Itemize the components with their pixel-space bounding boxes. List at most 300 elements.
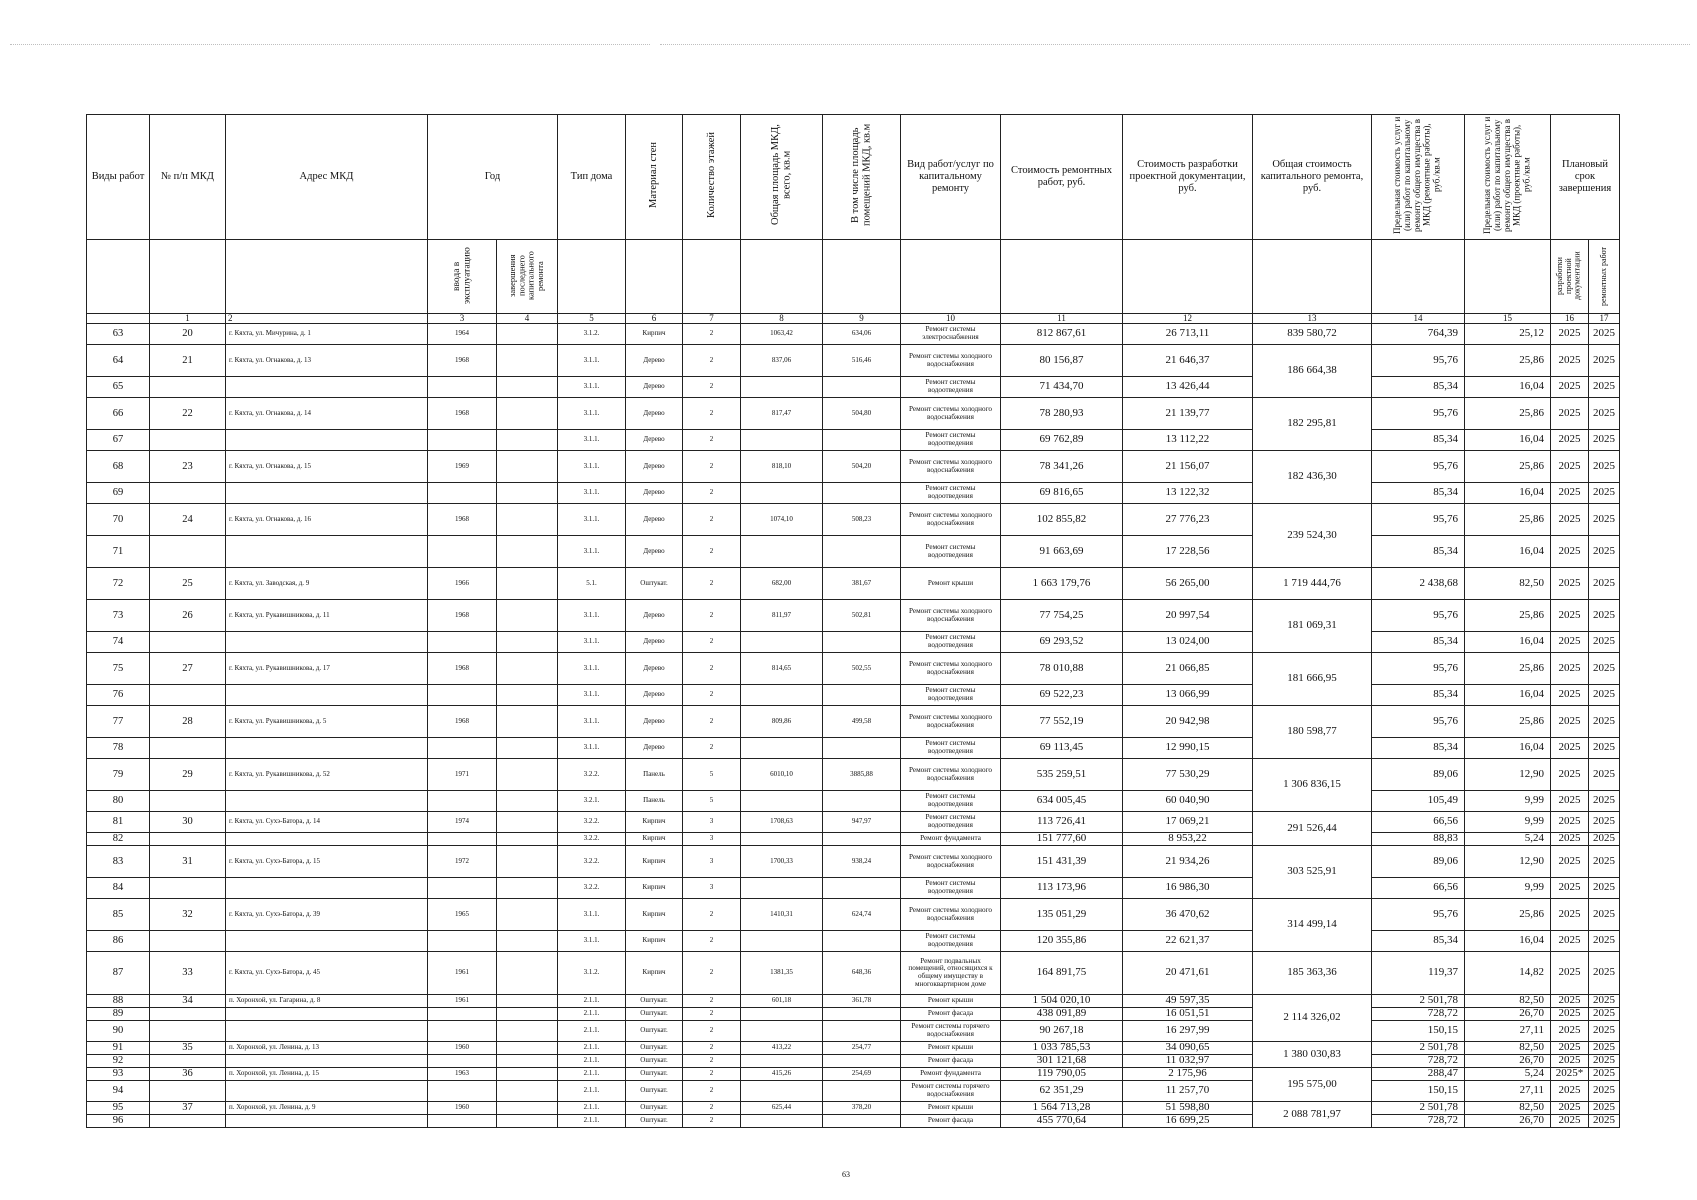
cell-address: г. Кяхта, ул. Рукавишникова, д. 5 (226, 706, 428, 738)
table-row (87, 653, 1620, 685)
cell-deadline-design: 2025 (1551, 1055, 1589, 1068)
cell-total-cost: 291 526,44 (1253, 812, 1372, 846)
column-number: 10 (901, 314, 1001, 324)
cell-repair-cost: 301 121,68 (1001, 1055, 1123, 1068)
cell-wall-material: Кирпич (626, 324, 683, 345)
cell-house-type: 2.1.1. (558, 1081, 626, 1102)
cell-floors: 2 (683, 1021, 741, 1042)
cell-limit-repair: 150,15 (1372, 1021, 1465, 1042)
cell-floors: 2 (683, 1008, 741, 1021)
cell-design-cost: 2 175,96 (1123, 1068, 1253, 1081)
table-row (87, 952, 1620, 995)
cell-repair-cost: 151 431,39 (1001, 846, 1123, 878)
cell-deadline-repair: 2025 (1589, 952, 1620, 995)
header-address: Адрес МКД (226, 115, 428, 240)
cell-design-cost: 51 598,80 (1123, 1102, 1253, 1115)
cell-house-type: 3.2.2. (558, 878, 626, 899)
cell-repair-cost: 77 552,19 (1001, 706, 1123, 738)
cell-year-last-repair (497, 504, 558, 536)
table-row (87, 899, 1620, 931)
cell-address (226, 483, 428, 504)
cell-limit-repair: 2 501,78 (1372, 995, 1465, 1008)
cell-premises-area (823, 483, 901, 504)
cell-total-area: 682,00 (741, 568, 823, 600)
cell-deadline-repair: 2025 (1589, 846, 1620, 878)
cell-row-number: 66 (87, 398, 150, 430)
cell-total-area: 837,06 (741, 345, 823, 377)
cell-total-area (741, 483, 823, 504)
cell-repair-cost: 438 091,89 (1001, 1008, 1123, 1021)
cell-total-cost: 180 598,77 (1253, 706, 1372, 759)
cell-deadline-repair: 2025 (1589, 1081, 1620, 1102)
cell-repair-cost: 69 293,52 (1001, 632, 1123, 653)
column-number: 16 (1551, 314, 1589, 324)
cell-design-cost: 20 942,98 (1123, 706, 1253, 738)
cell-total-area: 817,47 (741, 398, 823, 430)
header-total-cost: Общая стоимость капитального ремонта, руб. (1253, 115, 1372, 240)
cell-floors: 2 (683, 504, 741, 536)
cell-mkd-number: 31 (150, 846, 226, 878)
cell-house-type: 3.2.2. (558, 812, 626, 833)
cell-deadline-repair: 2025 (1589, 377, 1620, 398)
cell-mkd-number (150, 833, 226, 846)
cell-floors: 3 (683, 878, 741, 899)
cell-address: п. Хоронхой, ул. Ленина, д. 9 (226, 1102, 428, 1115)
cell-year-last-repair (497, 952, 558, 995)
cell-total-area (741, 1115, 823, 1128)
cell-design-cost: 16 986,30 (1123, 878, 1253, 899)
cell-total-cost: 1 306 836,15 (1253, 759, 1372, 812)
cell-design-cost: 11 257,70 (1123, 1081, 1253, 1102)
cell-address: п. Хоронхой, ул. Ленина, д. 13 (226, 1042, 428, 1055)
cell-year-commission (428, 430, 497, 451)
cell-wall-material: Дерево (626, 504, 683, 536)
cell-row-number: 63 (87, 324, 150, 345)
header-work-type: Вид работ/услуг по капитальному ремонту (901, 115, 1001, 240)
cell-floors: 2 (683, 324, 741, 345)
cell-house-type: 3.1.1. (558, 398, 626, 430)
cell-address: г. Кяхта, ул. Сухэ-Батора, д. 45 (226, 952, 428, 995)
cell-year-commission: 1966 (428, 568, 497, 600)
cell-repair-cost: 69 113,45 (1001, 738, 1123, 759)
cell-address (226, 536, 428, 568)
cell-house-type: 2.1.1. (558, 1102, 626, 1115)
cell-limit-repair: 85,34 (1372, 377, 1465, 398)
cell-limit-design: 16,04 (1465, 738, 1551, 759)
cell-year-last-repair (497, 1021, 558, 1042)
cell-total-area: 1074,10 (741, 504, 823, 536)
cell-mkd-number: 23 (150, 451, 226, 483)
cell-address (226, 878, 428, 899)
cell-work-type: Ремонт крыши (901, 1102, 1001, 1115)
table-row (87, 398, 1620, 430)
cell-floors: 2 (683, 536, 741, 568)
cell-premises-area: 504,80 (823, 398, 901, 430)
table-row (87, 1008, 1620, 1021)
cell-floors: 3 (683, 846, 741, 878)
cell-deadline-design: 2025 (1551, 324, 1589, 345)
cell-design-cost: 21 156,07 (1123, 451, 1253, 483)
cell-deadline-repair: 2025 (1589, 931, 1620, 952)
cell-address: г. Кяхта, ул. Огнакова, д. 14 (226, 398, 428, 430)
cell-year-last-repair (497, 738, 558, 759)
cell-year-last-repair (497, 451, 558, 483)
cell-wall-material: Оштукат. (626, 1055, 683, 1068)
cell-year-last-repair (497, 812, 558, 833)
cell-deadline-design: 2025 (1551, 846, 1589, 878)
cell-total-area (741, 632, 823, 653)
header-year: Год (428, 115, 558, 240)
cell-year-last-repair (497, 1102, 558, 1115)
cell-design-cost: 16 699,25 (1123, 1115, 1253, 1128)
cell-row-number: 82 (87, 833, 150, 846)
cell-deadline-design: 2025 (1551, 1102, 1589, 1115)
column-number: 4 (497, 314, 558, 324)
cell-premises-area (823, 632, 901, 653)
column-number (87, 314, 150, 324)
cell-design-cost: 21 066,85 (1123, 653, 1253, 685)
cell-work-type: Ремонт системы горячего водоснабжения (901, 1021, 1001, 1042)
cell-wall-material: Кирпич (626, 899, 683, 931)
cell-work-type: Ремонт системы водоотведения (901, 377, 1001, 398)
cell-house-type: 3.1.1. (558, 451, 626, 483)
cell-row-number: 83 (87, 846, 150, 878)
cell-limit-repair: 89,06 (1372, 846, 1465, 878)
cell-design-cost: 60 040,90 (1123, 791, 1253, 812)
table-row (87, 931, 1620, 952)
cell-limit-repair: 728,72 (1372, 1055, 1465, 1068)
cell-design-cost: 20 997,54 (1123, 600, 1253, 632)
cell-design-cost: 13 024,00 (1123, 632, 1253, 653)
cell-house-type: 3.1.1. (558, 706, 626, 738)
cell-total-area: 1410,31 (741, 899, 823, 931)
cell-limit-design: 9,99 (1465, 812, 1551, 833)
cell-design-cost: 56 265,00 (1123, 568, 1253, 600)
cell-limit-repair: 2 501,78 (1372, 1102, 1465, 1115)
cell-year-last-repair (497, 995, 558, 1008)
cell-repair-cost: 1 033 785,53 (1001, 1042, 1123, 1055)
cell-floors: 2 (683, 483, 741, 504)
cell-limit-repair: 105,49 (1372, 791, 1465, 812)
cell-wall-material: Оштукат. (626, 1115, 683, 1128)
cell-year-commission: 1961 (428, 952, 497, 995)
cell-address: г. Кяхта, ул. Рукавишникова, д. 11 (226, 600, 428, 632)
cell-repair-cost: 78 280,93 (1001, 398, 1123, 430)
cell-row-number: 77 (87, 706, 150, 738)
cell-limit-design: 25,86 (1465, 899, 1551, 931)
cell-repair-cost: 455 770,64 (1001, 1115, 1123, 1128)
cell-total-cost: 186 664,38 (1253, 345, 1372, 398)
cell-work-type: Ремонт системы водоотведения (901, 738, 1001, 759)
cell-total-area (741, 536, 823, 568)
table-row (87, 1068, 1620, 1081)
cell-work-type: Ремонт системы водоотведения (901, 685, 1001, 706)
cell-address (226, 833, 428, 846)
cell-work-type: Ремонт системы холодного водоснабжения (901, 398, 1001, 430)
cell-repair-cost: 91 663,69 (1001, 536, 1123, 568)
cell-repair-cost: 69 762,89 (1001, 430, 1123, 451)
cell-work-type: Ремонт системы холодного водоснабжения (901, 504, 1001, 536)
cell-work-type: Ремонт подвальных помещений, относящихся к общему имуществу в многоквартирном доме (901, 952, 1001, 995)
cell-address (226, 1115, 428, 1128)
column-number: 6 (626, 314, 683, 324)
table-row (87, 1021, 1620, 1042)
cell-floors: 2 (683, 1055, 741, 1068)
cell-row-number: 85 (87, 899, 150, 931)
cell-limit-repair: 85,34 (1372, 738, 1465, 759)
cell-deadline-design: 2025 (1551, 430, 1589, 451)
cell-house-type: 3.1.1. (558, 504, 626, 536)
cell-limit-design: 16,04 (1465, 931, 1551, 952)
cell-year-last-repair (497, 931, 558, 952)
cell-deadline-repair: 2025 (1589, 1068, 1620, 1081)
cell-premises-area (823, 685, 901, 706)
cell-house-type: 2.1.1. (558, 1021, 626, 1042)
table-row (87, 706, 1620, 738)
cell-deadline-repair: 2025 (1589, 759, 1620, 791)
cell-floors: 2 (683, 345, 741, 377)
cell-year-commission: 1969 (428, 451, 497, 483)
cell-floors: 2 (683, 377, 741, 398)
cell-mkd-number: 34 (150, 995, 226, 1008)
cell-deadline-design: 2025 (1551, 833, 1589, 846)
cell-year-commission (428, 791, 497, 812)
cell-floors: 2 (683, 600, 741, 632)
cell-year-last-repair (497, 536, 558, 568)
cell-floors: 2 (683, 398, 741, 430)
cell-limit-repair: 89,06 (1372, 759, 1465, 791)
cell-wall-material: Оштукат. (626, 1042, 683, 1055)
cell-work-type: Ремонт фасада (901, 1115, 1001, 1128)
cell-deadline-repair: 2025 (1589, 600, 1620, 632)
cell-wall-material: Дерево (626, 685, 683, 706)
cell-limit-design: 9,99 (1465, 878, 1551, 899)
cell-year-commission: 1971 (428, 759, 497, 791)
cell-deadline-design: 2025 (1551, 504, 1589, 536)
cell-deadline-design: 2025 (1551, 952, 1589, 995)
cell-mkd-number: 27 (150, 653, 226, 685)
cell-design-cost: 27 776,23 (1123, 504, 1253, 536)
cell-repair-cost: 78 010,88 (1001, 653, 1123, 685)
cell-total-area (741, 685, 823, 706)
cell-design-cost: 13 066,99 (1123, 685, 1253, 706)
cell-deadline-repair: 2025 (1589, 324, 1620, 345)
cell-repair-cost: 535 259,51 (1001, 759, 1123, 791)
cell-premises-area: 499,58 (823, 706, 901, 738)
cell-deadline-design: 2025 (1551, 1081, 1589, 1102)
cell-address: г. Кяхта, ул. Рукавишникова, д. 17 (226, 653, 428, 685)
cell-floors: 2 (683, 1102, 741, 1115)
table-row (87, 324, 1620, 345)
cell-work-type: Ремонт фундамента (901, 833, 1001, 846)
cell-repair-cost: 77 754,25 (1001, 600, 1123, 632)
cell-premises-area (823, 1081, 901, 1102)
cell-house-type: 3.1.2. (558, 324, 626, 345)
cell-deadline-design: 2025 (1551, 812, 1589, 833)
cell-address (226, 377, 428, 398)
cell-design-cost: 22 621,37 (1123, 931, 1253, 952)
cell-year-commission (428, 377, 497, 398)
cell-house-type: 3.1.2. (558, 952, 626, 995)
cell-wall-material: Дерево (626, 451, 683, 483)
cell-year-commission: 1968 (428, 706, 497, 738)
header-deadline: Плановый срок завершения (1551, 115, 1620, 240)
cell-house-type: 3.1.1. (558, 345, 626, 377)
cell-house-type: 5.1. (558, 568, 626, 600)
cell-deadline-repair: 2025 (1589, 1008, 1620, 1021)
cell-repair-cost: 151 777,60 (1001, 833, 1123, 846)
cell-limit-repair: 66,56 (1372, 878, 1465, 899)
cell-design-cost: 21 139,77 (1123, 398, 1253, 430)
cell-year-last-repair (497, 324, 558, 345)
cell-floors: 5 (683, 759, 741, 791)
cell-design-cost: 34 090,65 (1123, 1042, 1253, 1055)
cell-total-cost: 2 114 326,02 (1253, 995, 1372, 1042)
cell-design-cost: 21 646,37 (1123, 345, 1253, 377)
cell-deadline-design: 2025 (1551, 685, 1589, 706)
cell-total-area: 6010,10 (741, 759, 823, 791)
cell-premises-area: 947,97 (823, 812, 901, 833)
cell-house-type: 3.1.1. (558, 483, 626, 504)
cell-premises-area: 624,74 (823, 899, 901, 931)
cell-floors: 2 (683, 632, 741, 653)
cell-address (226, 738, 428, 759)
header-deadline-repair: ремонтных работ (1598, 245, 1608, 306)
cell-work-type: Ремонт фасада (901, 1055, 1001, 1068)
cell-total-area: 811,97 (741, 600, 823, 632)
cell-repair-cost: 113 173,96 (1001, 878, 1123, 899)
cell-work-type: Ремонт системы водоотведения (901, 632, 1001, 653)
cell-row-number: 72 (87, 568, 150, 600)
column-number: 1 (150, 314, 226, 324)
cell-floors: 2 (683, 899, 741, 931)
cell-premises-area: 381,67 (823, 568, 901, 600)
cell-wall-material: Оштукат. (626, 1008, 683, 1021)
cell-floors: 2 (683, 430, 741, 451)
cell-address: г. Кяхта, ул. Сухэ-Батора, д. 14 (226, 812, 428, 833)
cell-limit-design: 9,99 (1465, 791, 1551, 812)
cell-deadline-repair: 2025 (1589, 451, 1620, 483)
table-row (87, 632, 1620, 653)
cell-repair-cost: 1 504 020,10 (1001, 995, 1123, 1008)
cell-year-last-repair (497, 878, 558, 899)
cell-premises-area: 254,77 (823, 1042, 901, 1055)
cell-year-commission: 1974 (428, 812, 497, 833)
cell-year-commission: 1961 (428, 995, 497, 1008)
cell-premises-area (823, 931, 901, 952)
cell-premises-area: 648,36 (823, 952, 901, 995)
cell-total-area (741, 1008, 823, 1021)
cell-limit-repair: 85,34 (1372, 483, 1465, 504)
cell-total-cost: 181 069,31 (1253, 600, 1372, 653)
cell-mkd-number: 29 (150, 759, 226, 791)
cell-house-type: 3.1.1. (558, 931, 626, 952)
cell-year-commission: 1968 (428, 600, 497, 632)
cell-premises-area: 516,46 (823, 345, 901, 377)
cell-deadline-design: 2025 (1551, 1042, 1589, 1055)
header-premises-area: В том числе площадь помещений МКД, кв.м (849, 123, 873, 227)
cell-premises-area (823, 833, 901, 846)
cell-address: п. Хоронхой, ул. Ленина, д. 15 (226, 1068, 428, 1081)
cell-wall-material: Кирпич (626, 846, 683, 878)
cell-deadline-repair: 2025 (1589, 878, 1620, 899)
cell-house-type: 2.1.1. (558, 1055, 626, 1068)
cell-year-commission (428, 1115, 497, 1128)
cell-wall-material: Кирпич (626, 812, 683, 833)
cell-total-area (741, 833, 823, 846)
column-number: 5 (558, 314, 626, 324)
cell-deadline-repair: 2025 (1589, 345, 1620, 377)
cell-design-cost: 8 953,22 (1123, 833, 1253, 846)
cell-work-type: Ремонт системы холодного водоснабжения (901, 653, 1001, 685)
cell-row-number: 68 (87, 451, 150, 483)
cell-repair-cost: 1 564 713,28 (1001, 1102, 1123, 1115)
cell-row-number: 84 (87, 878, 150, 899)
cell-work-type: Ремонт системы холодного водоснабжения (901, 345, 1001, 377)
cell-floors: 2 (683, 706, 741, 738)
cell-mkd-number (150, 791, 226, 812)
cell-floors: 3 (683, 833, 741, 846)
cell-total-cost: 303 525,91 (1253, 846, 1372, 899)
cell-floors: 2 (683, 931, 741, 952)
cell-premises-area: 361,78 (823, 995, 901, 1008)
table-row (87, 1102, 1620, 1115)
cell-limit-design: 25,86 (1465, 706, 1551, 738)
cell-deadline-repair: 2025 (1589, 1055, 1620, 1068)
cell-year-last-repair (497, 706, 558, 738)
cell-deadline-repair: 2025 (1589, 653, 1620, 685)
cell-limit-design: 12,90 (1465, 759, 1551, 791)
cell-year-commission (428, 685, 497, 706)
cell-total-area (741, 791, 823, 812)
cell-floors: 2 (683, 1115, 741, 1128)
cell-floors: 2 (683, 1081, 741, 1102)
cell-total-area (741, 1021, 823, 1042)
table-row (87, 1081, 1620, 1102)
cell-wall-material: Кирпич (626, 931, 683, 952)
cell-repair-cost: 69 522,23 (1001, 685, 1123, 706)
cell-floors: 2 (683, 1042, 741, 1055)
cell-premises-area (823, 1115, 901, 1128)
cell-wall-material: Дерево (626, 600, 683, 632)
cell-limit-repair: 95,76 (1372, 504, 1465, 536)
cell-total-area (741, 738, 823, 759)
cell-design-cost: 13 112,22 (1123, 430, 1253, 451)
cell-repair-cost: 78 341,26 (1001, 451, 1123, 483)
cell-year-commission: 1972 (428, 846, 497, 878)
cell-total-area: 809,86 (741, 706, 823, 738)
cell-mkd-number (150, 1081, 226, 1102)
header-floors: Количество этажей (705, 131, 717, 218)
cell-mkd-number (150, 1008, 226, 1021)
cell-repair-cost: 119 790,05 (1001, 1068, 1123, 1081)
cell-total-cost: 195 575,00 (1253, 1068, 1372, 1102)
cell-year-commission: 1964 (428, 324, 497, 345)
cell-house-type: 3.2.1. (558, 791, 626, 812)
column-number: 2 (226, 314, 428, 324)
cell-mkd-number: 24 (150, 504, 226, 536)
cell-wall-material: Оштукат. (626, 568, 683, 600)
cell-deadline-repair: 2025 (1589, 398, 1620, 430)
cell-design-cost: 17 069,21 (1123, 812, 1253, 833)
cell-limit-repair: 288,47 (1372, 1068, 1465, 1081)
cell-deadline-design: 2025 (1551, 1008, 1589, 1021)
cell-mkd-number (150, 738, 226, 759)
cell-year-commission (428, 1008, 497, 1021)
cell-limit-repair: 728,72 (1372, 1115, 1465, 1128)
cell-wall-material: Дерево (626, 345, 683, 377)
cell-year-commission: 1968 (428, 504, 497, 536)
